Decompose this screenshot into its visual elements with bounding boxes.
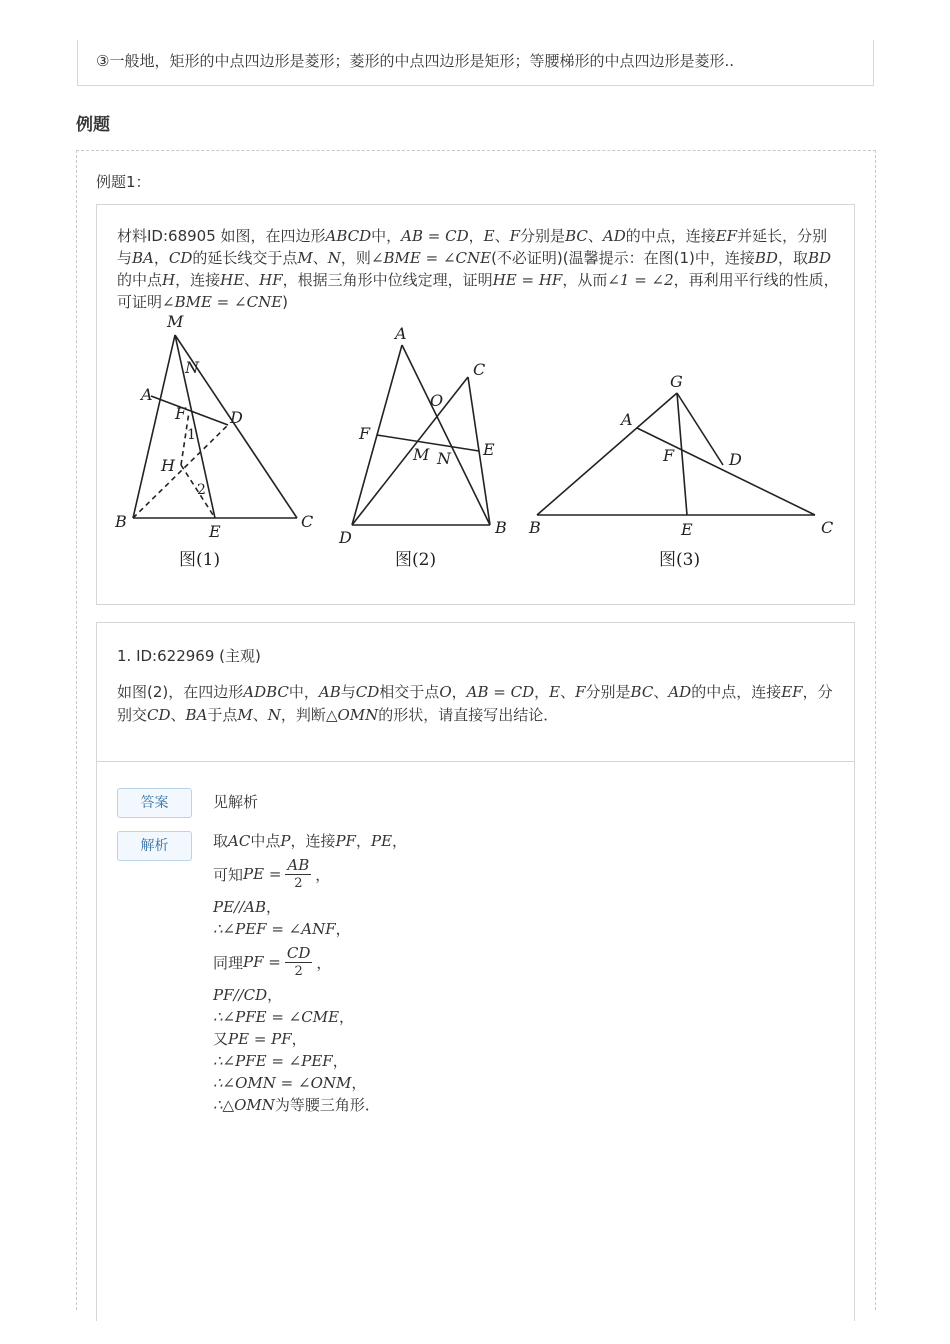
fig2-label-O: O	[430, 391, 444, 410]
question-box	[96, 622, 855, 762]
figure-2	[352, 345, 490, 525]
fig1-label-F: F	[175, 404, 187, 423]
solution-line: ∴△OMN为等腰三角形．	[213, 1096, 380, 1114]
material-box	[96, 204, 855, 605]
fig1-label-D: D	[230, 408, 243, 427]
fig1-label-B: B	[115, 512, 127, 531]
fig2-label-A: A	[395, 324, 407, 343]
solution-line: ∴∠OMN = ∠ONM，	[213, 1074, 367, 1092]
section-title: 例题	[76, 115, 110, 135]
fig1-label-C: C	[301, 512, 314, 531]
fig3-label-C: C	[821, 518, 834, 537]
fig2-label-F: F	[359, 424, 371, 443]
analysis-solution	[213, 830, 407, 1116]
fig1-label-E: E	[209, 522, 221, 541]
solution-line: 取AC中点P，连接PF，PE，	[213, 832, 408, 850]
fig2-label-M: M	[413, 445, 430, 464]
fig1-caption: 图(1)	[179, 550, 221, 570]
solution-line: PE//AB，	[213, 898, 282, 916]
analysis-tag-button[interactable]: 解析	[117, 831, 192, 861]
fig1-label-2: 2	[197, 482, 206, 498]
fraction: $\frac{AB}{2}$	[287, 855, 310, 891]
fig2-label-C: C	[473, 360, 486, 379]
fig3-caption: 图(3)	[659, 550, 701, 570]
question-header: 1. ID:622969 (主观)	[117, 647, 261, 665]
solution-line: 可知 PE = $\frac{AB}{2}$ ，	[213, 855, 331, 891]
solution-line: ∴∠PFE = ∠PEF，	[213, 1052, 348, 1070]
example-label: 例题1：	[96, 173, 151, 191]
fig3-label-B: B	[529, 518, 541, 537]
fig2-label-D: D	[339, 528, 352, 547]
solution-line: ∴∠PFE = ∠CME，	[213, 1008, 355, 1026]
solution-line: PF//CD，	[213, 986, 283, 1004]
fig2-label-N: N	[437, 449, 451, 468]
intro-note-box	[77, 40, 874, 86]
fig3-label-F: F	[663, 446, 675, 465]
fig3-label-D: D	[729, 450, 742, 469]
fraction: $\frac{CD}{2}$	[286, 943, 311, 979]
fig3-label-E: E	[681, 520, 693, 539]
question-text: 如图(2)，在四边形ADBC中，AB与CD相交于点O，AB = CD，E、F分别是BC、AD的中点，连接EF，分别交CD、BA于点M、N，判断△OMN的形状，请直接写出结论．	[117, 683, 833, 724]
fig1-label-1: 1	[187, 427, 196, 443]
fig2-label-E: E	[483, 440, 495, 459]
figure-1	[133, 335, 297, 518]
figure-3	[537, 393, 815, 515]
answer-box	[96, 761, 855, 1321]
fig2-caption: 图(2)	[395, 550, 437, 570]
solution-line: 又PE = PF，	[213, 1030, 307, 1048]
solution-line: 同理 PF = $\frac{CD}{2}$ ，	[213, 943, 332, 979]
fig3-label-A: A	[621, 410, 633, 429]
answer-text: 见解析	[213, 793, 259, 811]
fig1-label-N: N	[185, 358, 199, 377]
fig1-label-M: M	[167, 315, 184, 331]
solution-line: ∴∠PEF = ∠ANF，	[213, 920, 351, 938]
geometry-figures	[115, 315, 837, 595]
intro-note-text: ③一般地，矩形的中点四边形是菱形；菱形的中点四边形是矩形；等腰梯形的中点四边形是菱形..	[96, 52, 734, 70]
answer-tag-button[interactable]: 答案	[117, 788, 192, 818]
fig2-label-B: B	[495, 518, 507, 537]
fig1-label-H: H	[161, 456, 175, 475]
material-text: 材料ID:68905 如图，在四边形ABCD中，AB = CD，E、F分别是BC、AD的中点，连接EF并延长，分别与BA，CD的延长线交于点M、N，则∠BME = ∠CNE(不必证明)(温馨提示：在图(1)中，连接BD，取BD的中点H，连接HE、HF，根据三角形中位线定理，证明HE = HF，从而∠1 = ∠2，再利用平行线的性质，可证明∠BME = ∠CNE)	[117, 227, 839, 311]
fig3-label-G: G	[670, 372, 683, 391]
fig1-label-A: A	[141, 385, 153, 404]
